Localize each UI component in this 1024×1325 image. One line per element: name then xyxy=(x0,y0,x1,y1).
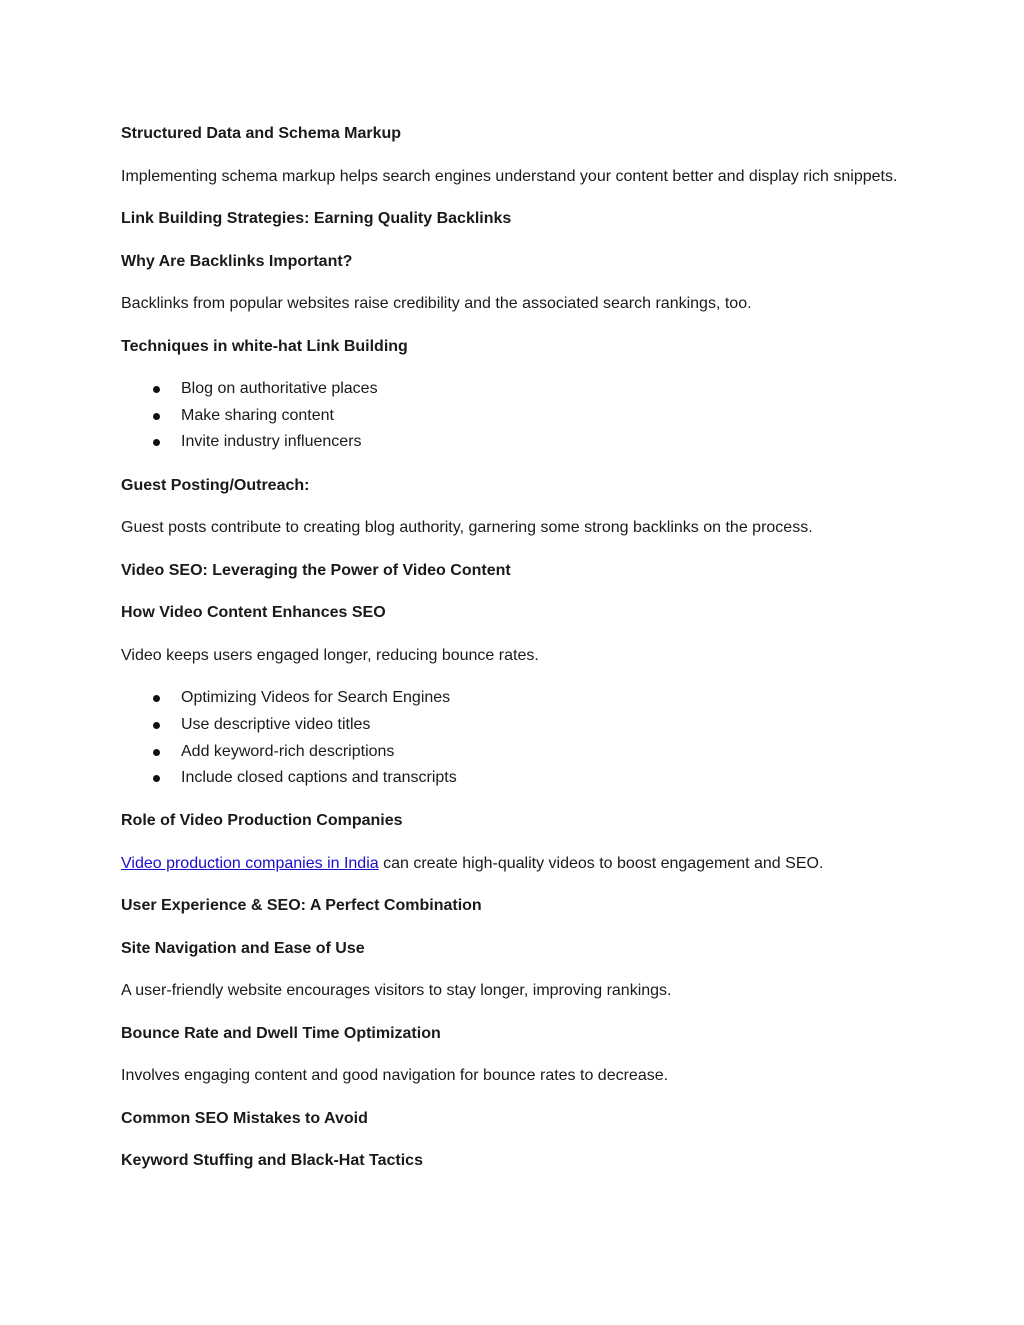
list-item-text: Include closed captions and transcripts xyxy=(181,769,457,787)
paragraph-navigation: A user-friendly website encourages visitors to stay longer, improving rankings. xyxy=(121,982,672,1000)
list-item-text: Blog on authoritative places xyxy=(181,380,378,397)
list-item xyxy=(121,739,901,766)
bullet-icon xyxy=(153,413,160,420)
list-item xyxy=(121,403,901,430)
paragraph-guest-posting: Guest posts contribute to creating blog authority, garnering some strong backlinks on the process. xyxy=(121,519,813,537)
list-item-text: Add keyword-rich descriptions xyxy=(181,742,395,760)
heading-link-building: Link Building Strategies: Earning Quality Backlinks xyxy=(121,210,512,227)
paragraph-bounce: Involves engaging content and good navigation for bounce rates to decrease. xyxy=(121,1067,669,1085)
list-item xyxy=(121,685,901,712)
list-item-text: Make sharing content xyxy=(181,406,334,424)
heading-navigation: Site Navigation and Ease of Use xyxy=(121,939,365,957)
list-item xyxy=(121,712,901,739)
heading-guest-posting: Guest Posting/Outreach: xyxy=(121,476,310,494)
list-item xyxy=(121,429,901,456)
bullet-icon xyxy=(153,722,160,729)
list-item xyxy=(121,765,901,792)
heading-ux-seo: User Experience & SEO: A Perfect Combination xyxy=(121,897,482,915)
paragraph-role-video xyxy=(121,851,901,877)
video-list xyxy=(121,685,901,792)
bullet-icon xyxy=(153,749,160,756)
heading-video-seo: Video SEO: Leveraging the Power of Video Content xyxy=(121,561,511,579)
heading-bounce: Bounce Rate and Dwell Time Optimization xyxy=(121,1024,441,1042)
document-page xyxy=(121,121,901,1191)
heading-why-backlinks: Why Are Backlinks Important? xyxy=(121,252,353,270)
heading-video-enhances: How Video Content Enhances SEO xyxy=(121,604,386,622)
heading-role-video: Role of Video Production Companies xyxy=(121,812,403,830)
paragraph-role-text: can create high-quality videos to boost engagement and SEO. xyxy=(378,854,824,872)
video-production-link[interactable]: Video production companies in India xyxy=(121,854,379,872)
list-item-text: Use descriptive video titles xyxy=(181,715,371,733)
heading-keyword-stuffing: Keyword Stuffing and Black-Hat Tactics xyxy=(121,1152,423,1170)
list-item-text: Optimizing Videos for Search Engines xyxy=(181,689,451,707)
heading-mistakes: Common SEO Mistakes to Avoid xyxy=(121,1109,368,1127)
paragraph-backlinks: Backlinks from popular websites raise credibility and the associated search rankings, too. xyxy=(121,295,752,312)
list-item xyxy=(121,376,901,403)
paragraph-structured-data: Implementing schema markup helps search engines understand your content better and display rich snippets. xyxy=(121,167,898,185)
list-item-text: Invite industry influencers xyxy=(181,433,362,451)
bullet-icon xyxy=(153,439,160,446)
heading-structured-data: Structured Data and Schema Markup xyxy=(121,125,402,142)
bullet-icon xyxy=(153,775,160,782)
bullet-icon xyxy=(153,386,160,393)
techniques-list xyxy=(121,376,901,456)
bullet-icon xyxy=(153,695,160,702)
paragraph-video: Video keeps users engaged longer, reducing bounce rates. xyxy=(121,646,539,664)
heading-techniques: Techniques in white-hat Link Building xyxy=(121,337,408,355)
